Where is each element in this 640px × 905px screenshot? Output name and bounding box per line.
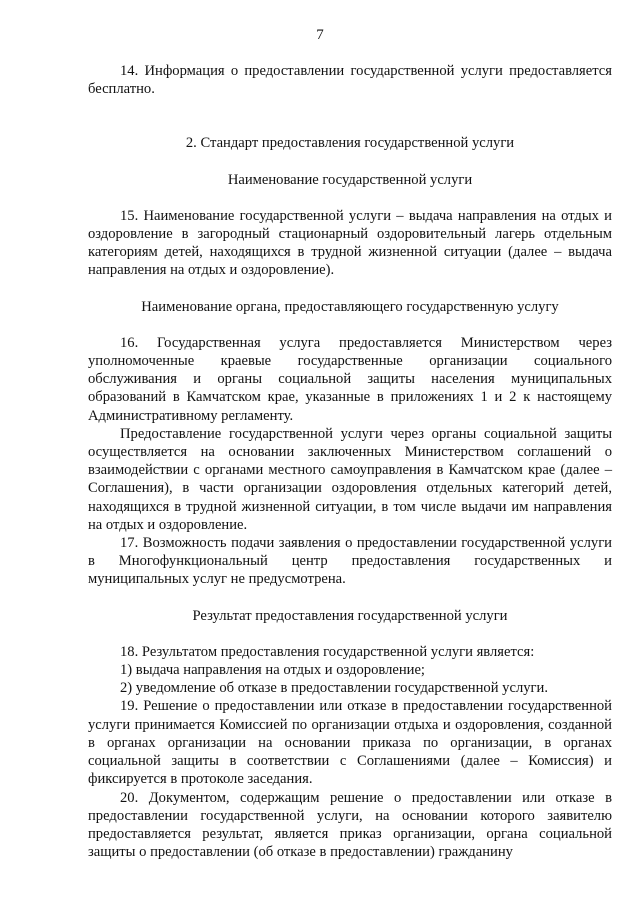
list-item-2: 2) уведомление об отказе в предоставлении государственной услуги.: [120, 680, 548, 697]
paragraph-16-continued: Предоставление государственной услуги через органы социальной защиты осуществляется на основании заключенных Министерством соглашений о взаимодействии с органами местного самоуправления в Камчатском крае (далее – Соглашения), в части организации оздоровления отдельных категорий детей, находящихся в трудной жизненной ситуации, в том числе выдачи им направления на отдых и оздоровление.: [88, 425, 612, 533]
section-heading-standard: 2. Стандарт предоставления государственной услуги: [185, 135, 515, 152]
paragraph-15: 15. Наименование государственной услуги – выдача направления на отдых и оздоровление в загородный стационарный оздоровительный лагерь отдельным категориям детей, находящихся в трудной жизненной ситуации (далее – выдача направления на отдых и оздоровление).: [88, 207, 612, 279]
list-item-1: 1) выдача направления на отдых и оздоровление;: [120, 662, 425, 679]
paragraph-14: 14. Информация о предоставлении государственной услуги предоставляется бесплатно.: [88, 63, 612, 98]
subheading-service-result: Результат предоставления государственной услуги: [192, 607, 508, 624]
page-number: 7: [316, 27, 324, 43]
subheading-service-name: Наименование государственной услуги: [227, 171, 473, 188]
paragraph-19: 19. Решение о предоставлении или отказе в предоставлении государственной услуги принимается Комиссией по организации отдыха и оздоровления, созданной в органах организации на основании приказа по организации, в органах социальной защиты в соответствии с Соглашениями (далее – Комиссия) и фиксируется в протоколе заседания.: [88, 698, 612, 788]
paragraph-16: 16. Государственная услуга предоставляется Министерством через уполномоченные краевые государственные организации социального обслуживания и органы социальной защиты населения муниципальных образований в Камчатском крае, указанные в приложениях 1 и 2 к настоящему Административному регламенту.: [88, 334, 612, 424]
paragraph-17: 17. Возможность подачи заявления о предоставлении государственной услуги в Многофункциональный центр предоставления государственных и муниципальных услуг не предусмотрена.: [88, 535, 612, 588]
paragraph-18: 18. Результатом предоставления государственной услуги является:: [120, 643, 535, 660]
document-body: [88, 62, 612, 861]
paragraph-20: 20. Документом, содержащим решение о предоставлении или отказе в предоставлении государственной услуги, на основании которого заявителю предоставляется результат, является приказ организации, органа социальной защиты о предоставлении (об отказе в предоставлении) гражданину: [88, 789, 612, 861]
subheading-providing-body: Наименование органа, предоставляющего государственную услугу: [141, 298, 559, 315]
